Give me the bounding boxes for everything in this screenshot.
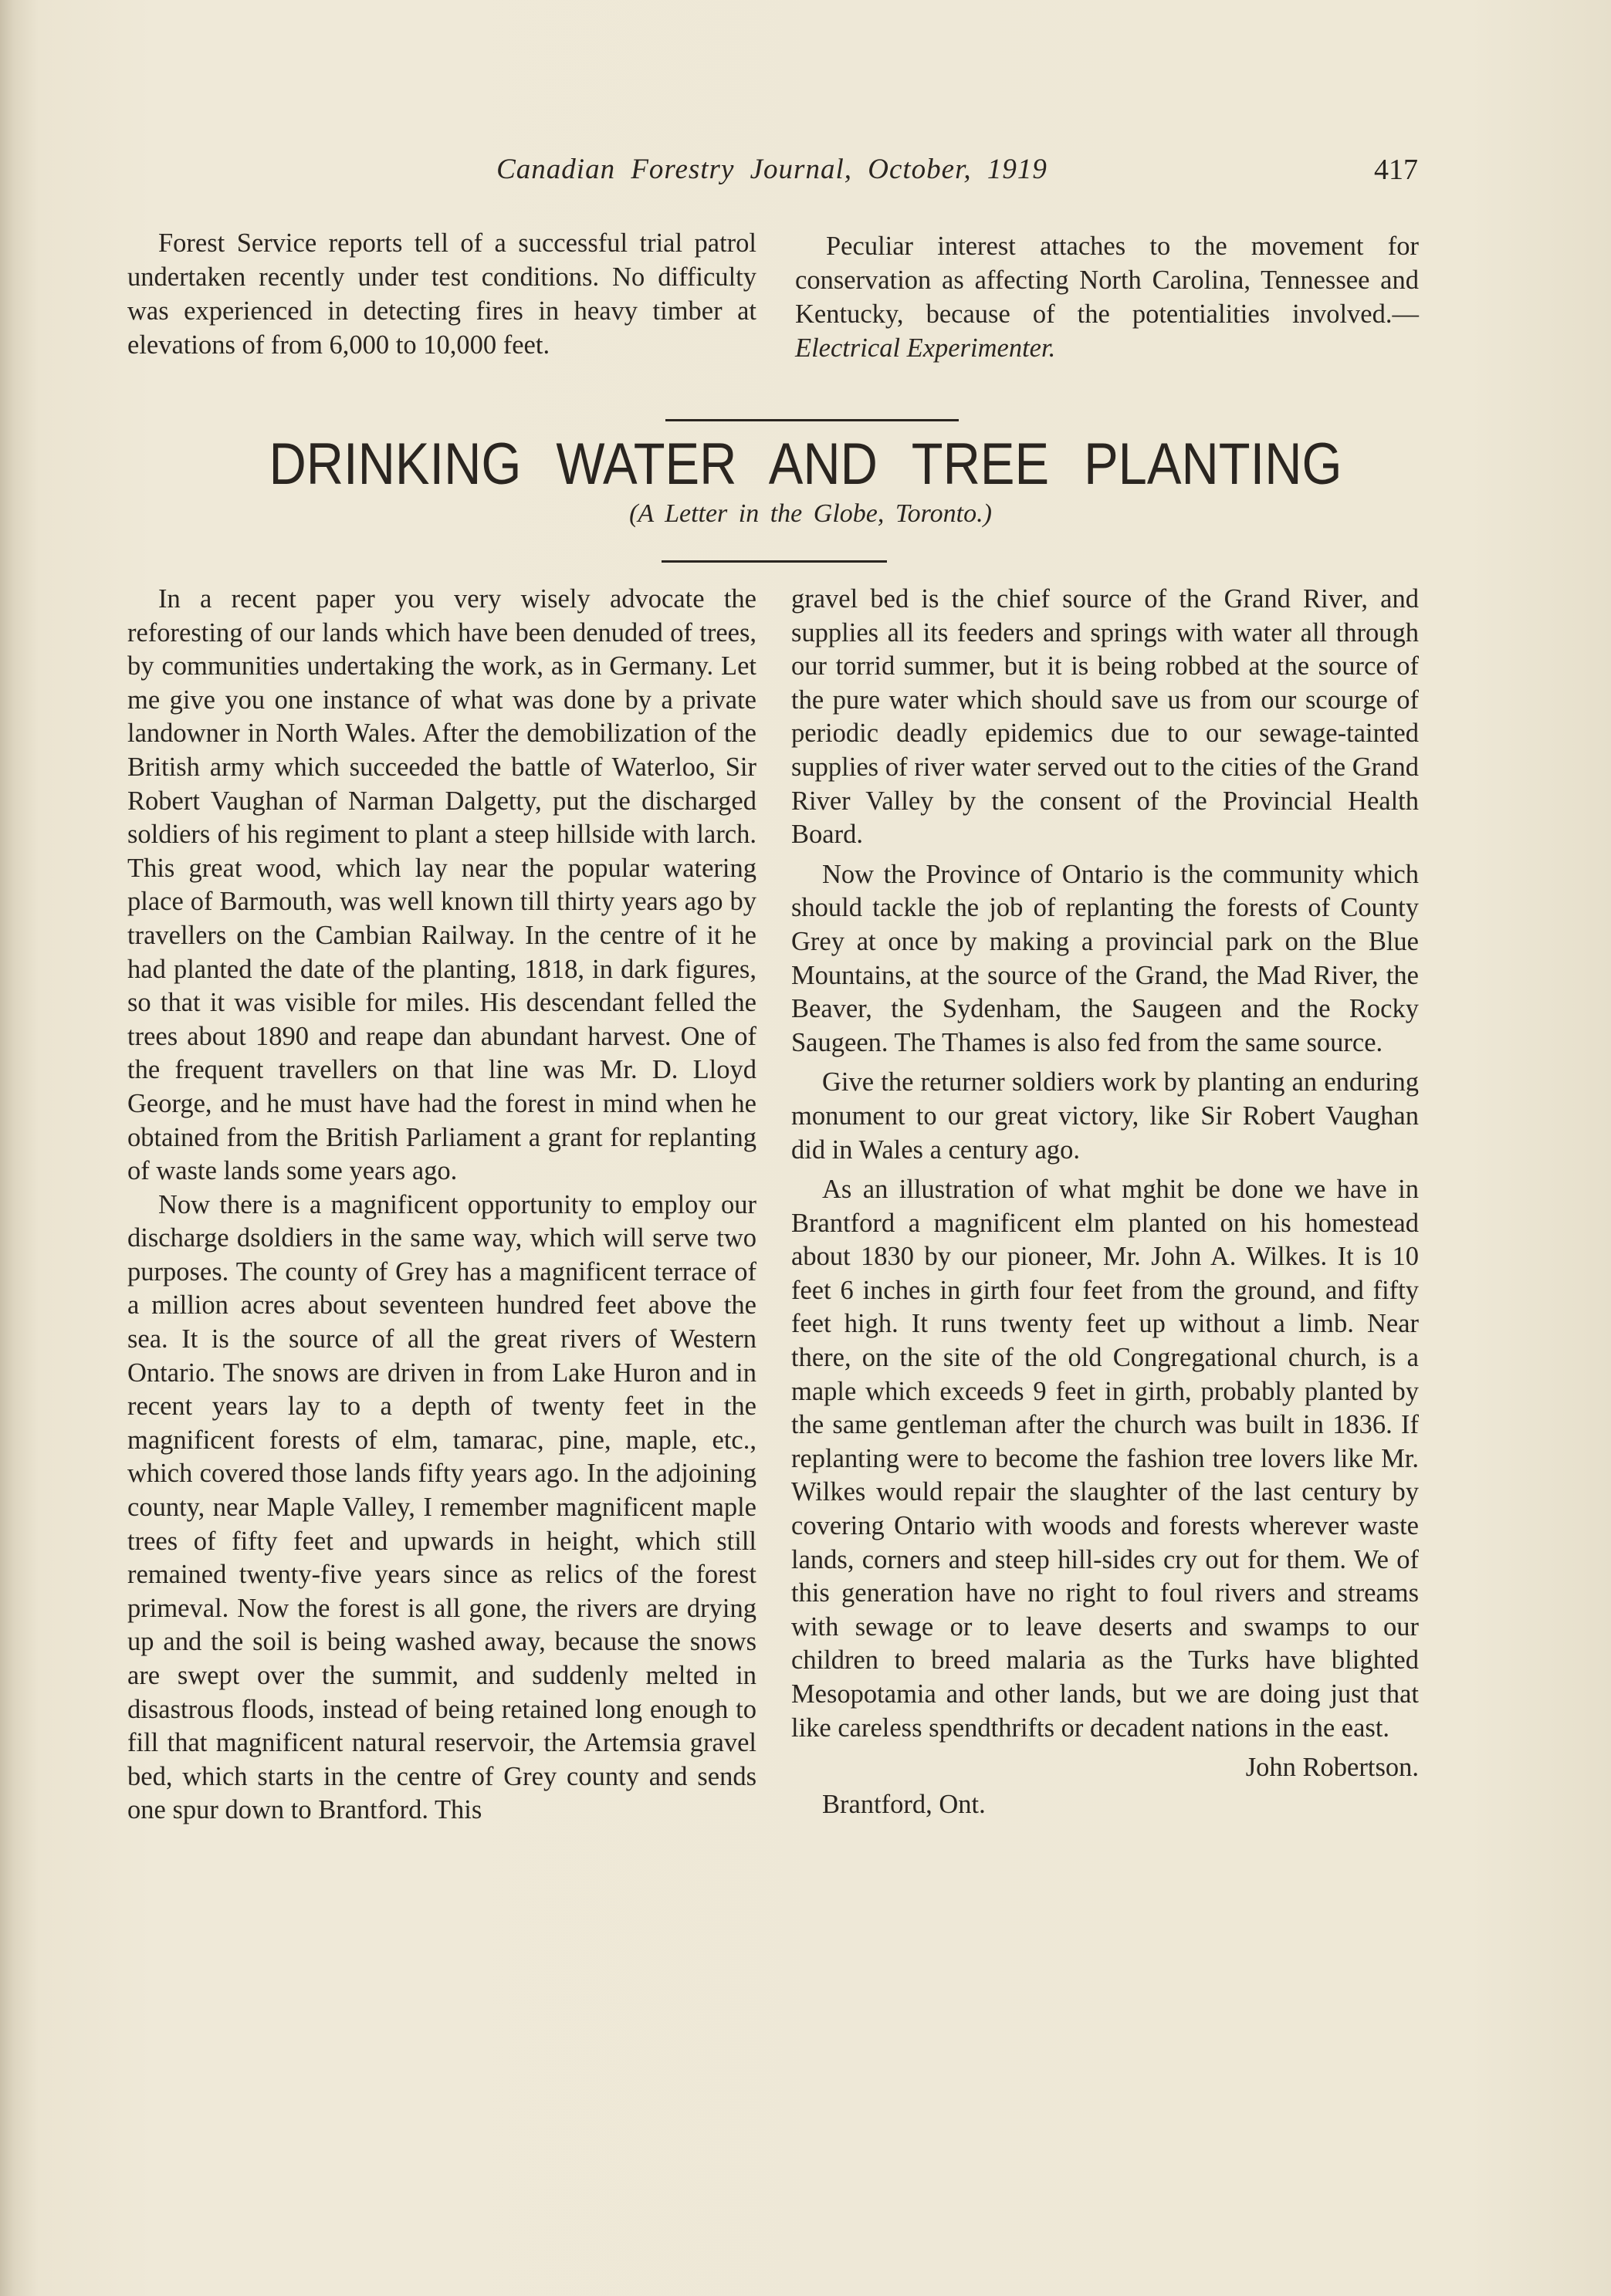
previous-article-ending-right xyxy=(795,229,1419,365)
letter-signature: John Robertson. xyxy=(1245,1753,1419,1783)
article-paragraph: As an illustration of what mghit be done we have in Brantford a magnificent elm planted on his homestead about 1830 by our pioneer, Mr. John A. Wilkes. It is 10 feet 6 inches in girth four feet from the ground, and fifty feet high. It runs twenty feet up without a limb. Near there, on the site of the old Congregational church, is a maple which exceeds 9 feet in girth, probably planted by the same gentleman after the church was built in 1836. If replanting were to become the fashion tree lovers like Mr. Wilkes would repair the slaughter of the last century by covering Ontario with woods and forests wherever waste lands, corners and steep hill-sides cry out for them. We of this generation have no right to foul rivers and streams with sewage or to leave deserts and swamps to our children to breed malaria as the Turks have blighted Mesopotamia and other lands, but we are doing just that like careless spendthrifts or decadent nations in the east. xyxy=(791,1175,1419,1743)
article-column-right xyxy=(791,583,1419,1821)
article-subtitle: (A Letter in the Globe, Toronto.) xyxy=(629,499,992,528)
article-paragraph: Now there is a magnificent opportunity to employ our discharge dsoldiers in the same way, which will serve two purposes. The county of Grey has a magnificent terrace of a million acres about seventeen hundred feet above the sea. It is the source of all the great rivers of Western Ontario. The snows are driven in from Lake Huron and in recent years lay to a depth of twenty feet in the magnificent forests of elm, tamarac, pine, maple, etc., which covered those lands fifty years ago. In the adjoining county, near Maple Valley, I remember magnificent maple trees of fifty feet and upwards in height, which still remained twenty-five years since as relics of the forest primeval. Now the forest is all gone, the rivers are drying up and the soil is being washed away, because the snows are swept over the summit, and suddenly melted in disastrous floods, instead of being retained long enough to fill that magnificent natural reservoir, the Artemsia gravel bed, which starts in the centre of Grey county and sends one spur down to Brantford. This xyxy=(127,1189,756,1825)
previous-article-text: Peculiar interest attaches to the movement for conservation as affecting North Carolina, Tennessee and Kentucky, because of the potentialities involved.— xyxy=(795,232,1419,329)
article-paragraph: Now the Province of Ontario is the community which should tackle the job of replanting the forests of County Grey at once by making a provincial park on the Blue Mountains, at the source of the Grand, the Mad River, the Beaver, the Sydenham, the Saugeen and the Rocky Saugeen. The Thames is also fed from the same source. xyxy=(791,859,1419,1057)
title-rule-bottom xyxy=(662,560,887,563)
article-title: DRINKING WATER AND TREE PLANTING xyxy=(269,431,1342,497)
previous-article-paragraph-right xyxy=(795,229,1419,365)
article-column-left xyxy=(127,583,756,1828)
previous-article-source: Electrical Experimenter. xyxy=(795,333,1056,363)
previous-article-ending-left xyxy=(127,226,756,362)
page-number: 417 xyxy=(1374,154,1418,186)
article-paragraph: In a recent paper you very wisely advocate the reforesting of our lands which have been denuded of trees, by communities undertaking the work, as in Germany. Let me give you one instance of what was done by a private landowner in North Wales. After the demobilization of the British army which succeeded the battle of Waterloo, Sir Robert Vaughan of Narman Dalgetty, put the discharged soldiers of his regiment to plant a steep hillside with larch. This great wood, which lay near the popular watering place of Barmouth, was well known till thirty years ago by travellers on the Cambian Railway. In the centre of it he had planted the date of the planting, 1818, in dark figures, so that it was visible for miles. His descendant felled the trees about 1890 and reape dan abundant harvest. One of the frequent travellers on that line was Mr. D. Lloyd George, and he must have had the forest in mind when he obtained from the British Parliament a grant for replanting of waste lands some years ago. xyxy=(127,584,756,1186)
previous-article-paragraph: Forest Service reports tell of a successful trial patrol undertaken recently under test conditions. No difficulty was experienced in detecting fires in heavy timber at elevations of from 6,000 to 10,000 feet. xyxy=(127,228,756,360)
letter-place: Brantford, Ont. xyxy=(822,1789,986,1819)
article-paragraph: gravel bed is the chief source of the Grand River, and supplies all its feeders and springs with water all through our torrid summer, but it is being robbed at the source of the pure water which should save us from our scourge of periodic deadly epidemics due to our sewage-tainted supplies of river water served out to the cities of the Grand River Valley by the consent of the Provincial Health Board. xyxy=(791,584,1419,850)
article-paragraph: Give the returner soldiers work by planting an enduring monument to our great victory, like Sir Robert Vaughan did in Wales a century ago. xyxy=(791,1067,1419,1165)
running-head: Canadian Forestry Journal, October, 1919 xyxy=(496,154,1047,185)
title-rule-top xyxy=(665,419,959,421)
